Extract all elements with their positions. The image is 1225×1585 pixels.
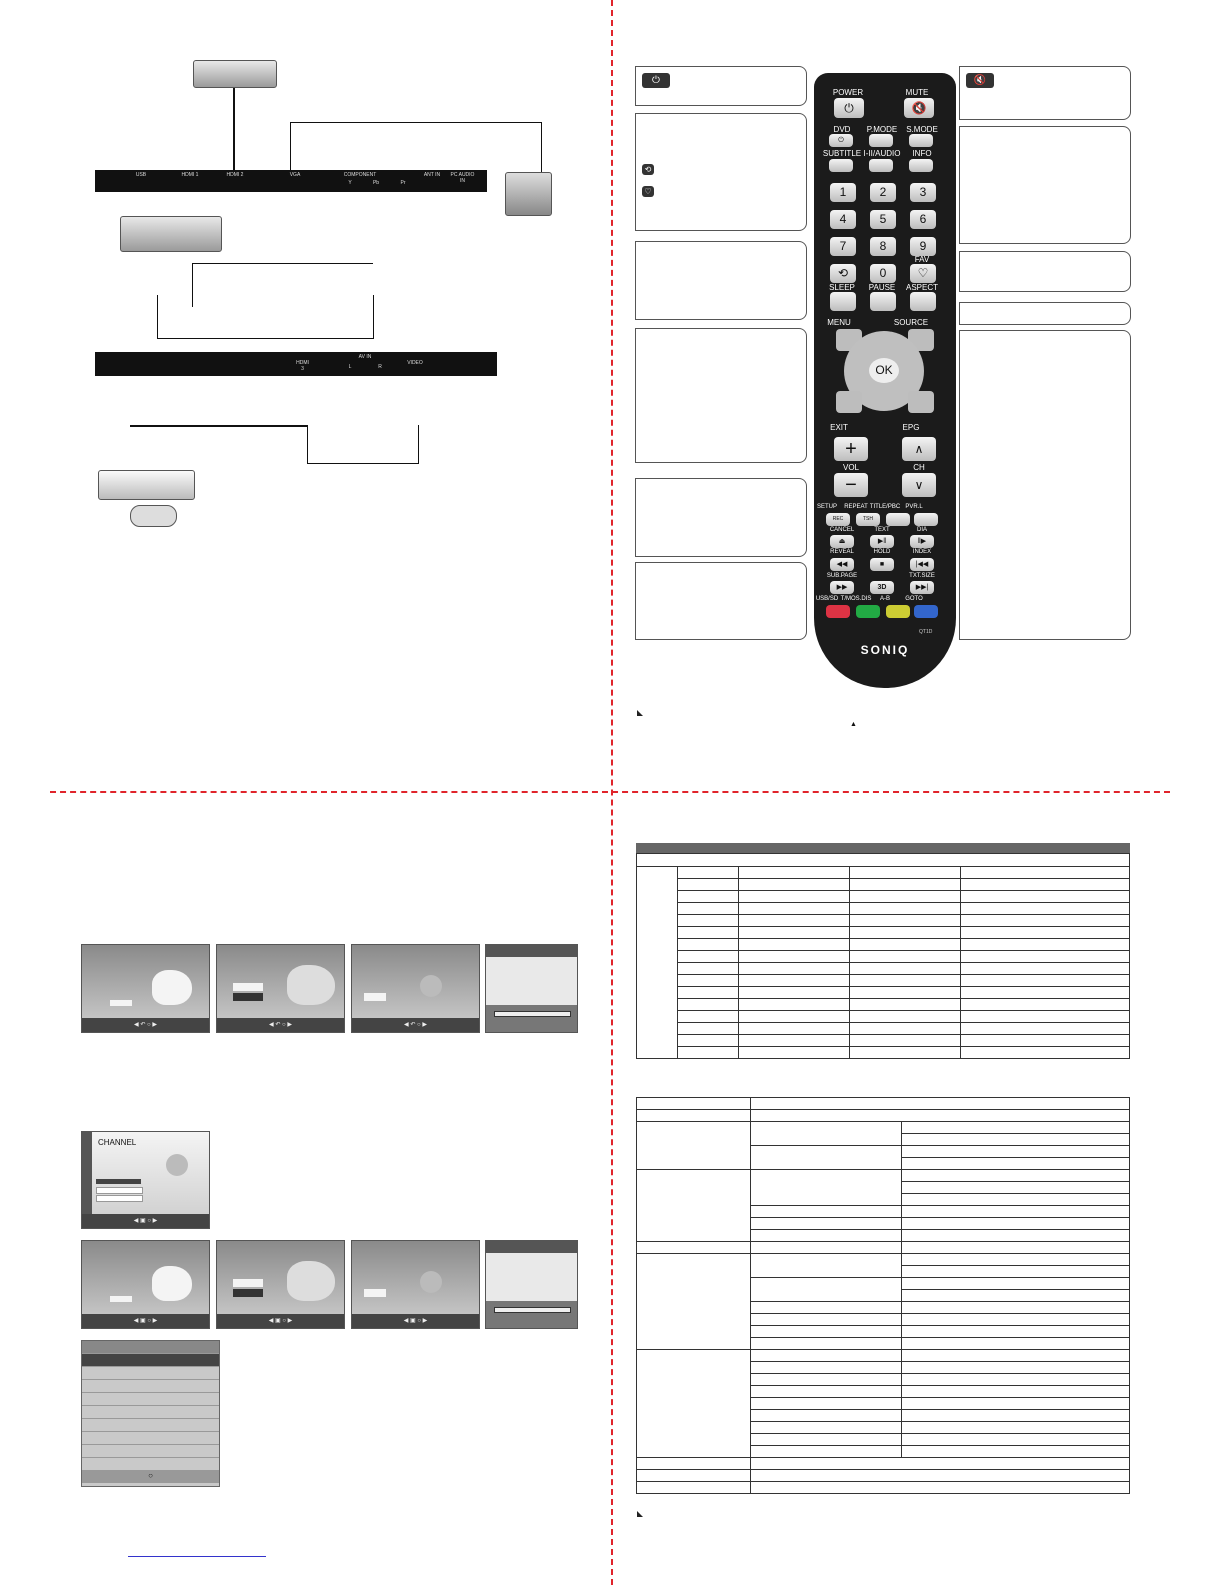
- screen-nav-bar: ◀ ▣ ○ ▶: [82, 1314, 209, 1328]
- channel-list-row[interactable]: [82, 1419, 219, 1432]
- satellite-dish-icon: [166, 1154, 188, 1176]
- recall-button[interactable]: ⟲: [830, 264, 856, 283]
- channel-list-row[interactable]: [82, 1432, 219, 1445]
- game-console-device: [98, 470, 195, 500]
- red-button[interactable]: [826, 605, 850, 618]
- callout-usb: [635, 562, 807, 640]
- callout-power: [635, 66, 807, 106]
- tuner-option: [364, 1289, 386, 1297]
- game-console-cable: [307, 425, 419, 464]
- repeat-label: REPEAT: [844, 504, 868, 510]
- callout-sleep-pause: [635, 241, 807, 320]
- hdmi1-port-label: HDMI 1: [181, 172, 199, 178]
- scan-header: [486, 1241, 577, 1253]
- hdmi2-port-label: HDMI 2: [226, 172, 244, 178]
- channel-menu-row-selected[interactable]: [96, 1179, 141, 1184]
- tsh-button[interactable]: TSH: [856, 513, 880, 526]
- game-controller-device: [130, 505, 177, 527]
- footer-link[interactable]: [128, 1556, 266, 1557]
- play-pause-button[interactable]: ▶‖: [870, 535, 894, 548]
- channel-list-row[interactable]: [82, 1458, 219, 1471]
- av-in-label: AV IN: [358, 354, 372, 360]
- channel-list-row[interactable]: [82, 1445, 219, 1458]
- note-arrow-icon: [637, 1511, 643, 1517]
- ok-button[interactable]: OK: [869, 358, 899, 383]
- pvrl-button[interactable]: [914, 513, 938, 526]
- setup-label: SETUP: [816, 504, 837, 510]
- next-button[interactable]: ▶▶|: [910, 581, 934, 594]
- subpage-label: SUB.PAGE: [826, 573, 858, 579]
- pause-label: PAUSE: [868, 283, 896, 292]
- rewind-button[interactable]: ◀◀: [830, 558, 854, 571]
- num-1-button[interactable]: 1: [830, 183, 856, 202]
- fav-button[interactable]: ♡: [910, 264, 936, 283]
- blue-button[interactable]: [914, 605, 938, 618]
- ab-label: A-B: [879, 596, 890, 602]
- pmode-button[interactable]: [869, 134, 893, 147]
- aspect-label: ASPECT: [905, 283, 938, 292]
- power-icon: ⏻: [642, 73, 670, 88]
- region-option-2: [233, 1289, 263, 1297]
- num-3-button[interactable]: 3: [910, 183, 936, 202]
- prev-button[interactable]: |◀◀: [910, 558, 934, 571]
- exit-corner-button[interactable]: [836, 391, 862, 413]
- epg-label: EPG: [902, 423, 920, 432]
- rec-button[interactable]: REC: [826, 513, 850, 526]
- num-9-button[interactable]: 9: [910, 237, 936, 256]
- component-port-label: COMPONENT: [343, 172, 377, 178]
- titlepbc-label: TITLE/PBC: [869, 504, 901, 510]
- channel-list-header: [82, 1341, 219, 1354]
- tuner-option: [364, 993, 386, 1001]
- scan-footer: [486, 1005, 577, 1032]
- ant-in-label: ANT IN: [423, 172, 441, 178]
- channel-menu-row[interactable]: [96, 1187, 143, 1194]
- fav-label: FAV: [914, 255, 930, 264]
- setup-screen-country-2: [81, 1240, 210, 1329]
- pvrl-label: PVR.L: [905, 504, 923, 510]
- channel-menu-row[interactable]: [96, 1195, 143, 1202]
- vol-label: VOL: [842, 463, 859, 472]
- usbsd-label: USB/SD: [815, 596, 839, 602]
- component-cable: [192, 263, 373, 307]
- australia-map-icon: [152, 1266, 192, 1301]
- component-y-label: Y: [348, 180, 352, 186]
- spec-table-1: [636, 853, 1130, 1059]
- setup-screen-scan: [485, 944, 578, 1033]
- screen-nav-bar: ◀ ▣ ○ ▶: [352, 1314, 479, 1328]
- pause-button[interactable]: [870, 292, 896, 311]
- side-panel: [95, 352, 497, 376]
- screen-nav-bar: ◀ ↶ ○ ▶: [217, 1018, 344, 1032]
- setup-screen-country: [81, 944, 210, 1033]
- power-button[interactable]: ⏻: [834, 98, 864, 118]
- scan-progress-bar: [494, 1307, 571, 1313]
- rear-panel-top: [95, 170, 487, 192]
- screen-nav-bar: ◀ ▣ ○ ▶: [82, 1214, 209, 1228]
- dvd-button[interactable]: ⏻: [829, 134, 853, 147]
- video-port-label: VIDEO: [407, 360, 423, 366]
- channel-menu-screen: [81, 1131, 210, 1229]
- setup-screen-region: [216, 944, 345, 1033]
- usb-port-label: USB: [135, 172, 147, 178]
- audio-l-label: L: [348, 364, 352, 370]
- remote-control: [814, 73, 956, 688]
- channel-list-row[interactable]: [82, 1393, 219, 1406]
- pc-audio-in-label: PC AUDIO IN: [450, 172, 475, 184]
- setup-screen-region-2: [216, 1240, 345, 1329]
- callout-navigation: [635, 328, 807, 463]
- stop-button[interactable]: ■: [870, 558, 894, 571]
- info-button[interactable]: [909, 159, 933, 172]
- brand-logo: SONIQ: [860, 643, 910, 657]
- table1-header: [636, 843, 1130, 853]
- subtitle-label: SUBTITLE: [822, 149, 862, 158]
- info-label: INFO: [912, 149, 932, 158]
- spec-table-2: [636, 1097, 1130, 1494]
- australia-map-icon: [152, 970, 192, 1005]
- screen-nav-bar: ◀ ↶ ○ ▶: [352, 1018, 479, 1032]
- num-7-button[interactable]: 7: [830, 237, 856, 256]
- satellite-dish-icon: [420, 1271, 442, 1293]
- text-label: TEXT: [874, 527, 890, 533]
- dvd-player-top-device: [193, 60, 277, 88]
- screen-nav-bar: ◀ ▣ ○ ▶: [217, 1314, 344, 1328]
- vga-cable: [290, 122, 542, 173]
- forward-button[interactable]: ▶▶: [830, 581, 854, 594]
- callout-dvd-numbers: [635, 113, 807, 231]
- eject-button[interactable]: ⏏: [830, 535, 854, 548]
- channel-list-window: [81, 1340, 220, 1487]
- region-option-1: [233, 1279, 263, 1287]
- scan-header: [486, 945, 577, 957]
- eject-symbol-icon: ▲: [850, 721, 857, 728]
- reveal-label: REVEAL: [830, 549, 854, 555]
- heart-icon: ♡: [642, 186, 654, 197]
- subtitle-button[interactable]: [829, 159, 853, 172]
- index-label: INDEX: [912, 549, 932, 555]
- dia-label: DIA: [916, 527, 927, 533]
- tmosdis-label: T/MOS.DIS: [840, 596, 872, 602]
- callout-setup-rec: [635, 478, 807, 557]
- sleep-label: SLEEP: [829, 283, 855, 292]
- mute-icon: 🔇: [966, 73, 994, 88]
- smode-label: S.MODE: [906, 125, 938, 134]
- cancel-label: CANCEL: [829, 527, 855, 533]
- game-console-cable-top: [130, 425, 307, 427]
- channel-list-row-selected[interactable]: [82, 1354, 219, 1367]
- region-option-2: [233, 993, 263, 1001]
- iiaudio-button[interactable]: [869, 159, 893, 172]
- ch-down-button[interactable]: ∨: [902, 473, 936, 497]
- sleep-button[interactable]: [830, 292, 856, 311]
- callout-mute: [959, 66, 1131, 120]
- callout-fav-aspect: [959, 251, 1131, 292]
- txtsize-label: TXT.SIZE: [909, 573, 935, 579]
- scan-progress-bar: [494, 1011, 571, 1017]
- pmode-label: P.MODE: [866, 125, 898, 134]
- vol-up-button[interactable]: +: [834, 437, 868, 461]
- callout-teletext: [959, 330, 1131, 640]
- num-2-button[interactable]: 2: [870, 183, 896, 202]
- callout-modes: [959, 126, 1131, 244]
- laptop-device: [505, 172, 552, 216]
- channel-menu-title: CHANNEL: [98, 1138, 137, 1147]
- menu-label: MENU: [827, 318, 851, 327]
- australia-region-map-icon: [287, 965, 335, 1005]
- exit-label: EXIT: [830, 423, 848, 432]
- three-d-button[interactable]: 3D: [870, 581, 894, 594]
- setup-screen-tuner-2: [351, 1240, 480, 1329]
- ch-up-button[interactable]: ∧: [902, 437, 936, 461]
- dvd-label: DVD: [833, 125, 851, 134]
- region-option-1: [233, 983, 263, 991]
- iiaudio-label: I-II/AUDIO: [863, 149, 901, 158]
- vol-down-button[interactable]: −: [834, 473, 868, 497]
- vga-port-label: VGA: [289, 172, 301, 178]
- num-5-button[interactable]: 5: [870, 210, 896, 229]
- satellite-dish-icon: [420, 975, 442, 997]
- num-4-button[interactable]: 4: [830, 210, 856, 229]
- selector-box: [110, 1296, 132, 1302]
- horizontal-fold-line: [50, 791, 1170, 793]
- selector-box: [110, 1000, 132, 1006]
- num-8-button[interactable]: 8: [870, 237, 896, 256]
- aspect-button[interactable]: [910, 292, 936, 311]
- goto-label: GOTO: [905, 596, 923, 602]
- scan-footer: [486, 1301, 577, 1328]
- num-0-button[interactable]: 0: [870, 264, 896, 283]
- screen-nav-bar: ◀ ↶ ○ ▶: [82, 1018, 209, 1032]
- hdmi3-port-label: HDMI 3: [296, 360, 309, 372]
- mute-button[interactable]: 🔇: [904, 98, 934, 118]
- callout-source: [959, 302, 1131, 325]
- green-button[interactable]: [856, 605, 880, 618]
- note-arrow-icon: [637, 710, 643, 716]
- epg-corner-button[interactable]: [908, 391, 934, 413]
- channel-side-tab: [82, 1132, 92, 1216]
- source-label: SOURCE: [893, 318, 929, 327]
- titlepbc-button[interactable]: [886, 513, 910, 526]
- channel-list-row[interactable]: [82, 1367, 219, 1380]
- dvd-player-component-device: [120, 216, 222, 252]
- recall-icon: ⟲: [642, 164, 654, 175]
- audio-r-label: R: [378, 364, 382, 370]
- component-pb-label: Pb: [372, 180, 380, 186]
- channel-list-row[interactable]: [82, 1380, 219, 1393]
- setup-screen-scan-2: [485, 1240, 578, 1329]
- mute-label: MUTE: [905, 88, 929, 97]
- yellow-button[interactable]: [886, 605, 910, 618]
- num-6-button[interactable]: 6: [910, 210, 936, 229]
- power-label: POWER: [832, 88, 864, 97]
- ch-label: CH: [913, 463, 925, 472]
- setup-screen-tuner: [351, 944, 480, 1033]
- step-button[interactable]: ‖▶: [910, 535, 934, 548]
- hdmi-cable: [233, 88, 235, 170]
- channel-list-footer: ○: [82, 1471, 219, 1483]
- smode-button[interactable]: [909, 134, 933, 147]
- hold-label: HOLD: [873, 549, 891, 555]
- channel-list-row[interactable]: [82, 1406, 219, 1419]
- remote-model-label: QT1D: [919, 629, 933, 635]
- component-pr-label: Pr: [400, 180, 406, 186]
- australia-region-map-icon: [287, 1261, 335, 1301]
